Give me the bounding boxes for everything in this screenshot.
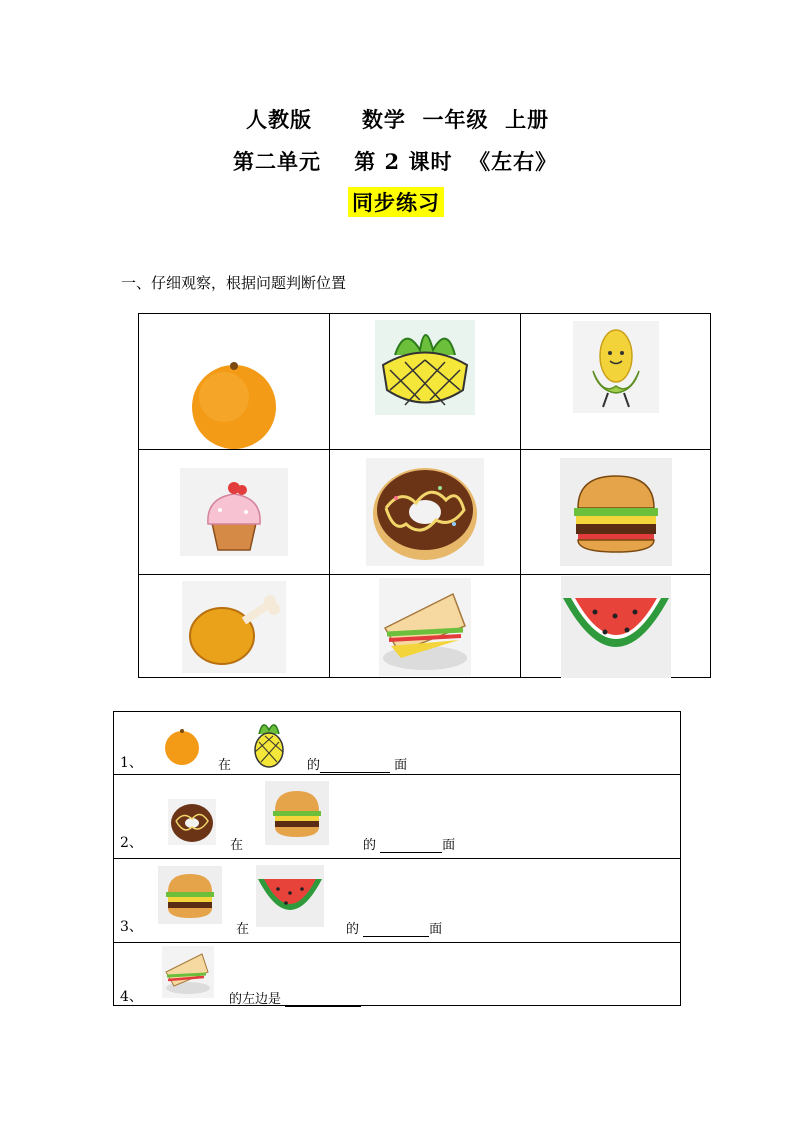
- watermelon-icon: [561, 576, 671, 678]
- practice-highlight: 同步练习: [348, 187, 444, 217]
- lesson-subtitle: 第二单元 第 2 课时 《左右》: [233, 149, 558, 174]
- watermelon-icon: [256, 865, 324, 927]
- grid-cell-hamburger: [521, 450, 711, 574]
- hamburger-icon: [158, 866, 222, 924]
- cupcake-icon: [180, 468, 288, 556]
- corn-icon: [573, 321, 659, 413]
- sandwich-icon: [162, 946, 214, 998]
- question-1-answer[interactable]: 的 面: [307, 758, 408, 773]
- sandwich-icon: [379, 578, 471, 676]
- question-2-number: 2、: [120, 835, 143, 851]
- question-3-at: 在: [236, 922, 250, 937]
- grid-cell-corn: [521, 314, 711, 449]
- page-title: 人教版 数学 一年级 上册: [246, 107, 550, 132]
- grid-cell-chicken-leg: [139, 575, 329, 678]
- grid-cell-orange: [139, 314, 329, 449]
- question-1-at: 在: [218, 758, 232, 773]
- grid-cell-pineapple: [330, 314, 520, 449]
- question-4-number: 4、: [120, 989, 143, 1005]
- grid-cell-watermelon: [521, 575, 711, 678]
- hamburger-icon: [560, 458, 672, 566]
- section-heading: 一、仔细观察，根据问题判断位置: [121, 274, 347, 292]
- food-grid: [138, 313, 711, 678]
- donut-icon: [168, 799, 216, 845]
- question-3-number: 3、: [120, 919, 143, 935]
- question-1-number: 1、: [120, 755, 143, 771]
- grid-cell-cupcake: [139, 450, 329, 574]
- question-2-answer[interactable]: 的 面: [363, 838, 456, 853]
- hamburger-icon: [265, 781, 329, 845]
- grid-cell-donut: [330, 450, 520, 574]
- question-table: [113, 711, 681, 1006]
- question-2-at: 在: [230, 838, 244, 853]
- chicken-leg-icon: [182, 581, 286, 673]
- question-3-answer[interactable]: 的 面: [346, 922, 443, 937]
- orange-icon: [161, 726, 203, 766]
- orange-icon: [184, 352, 284, 452]
- question-4-answer[interactable]: 的左边是: [229, 988, 361, 1007]
- pineapple-icon: [251, 716, 287, 768]
- pineapple-icon: [375, 320, 475, 415]
- grid-cell-sandwich: [330, 575, 520, 678]
- donut-icon: [366, 458, 484, 566]
